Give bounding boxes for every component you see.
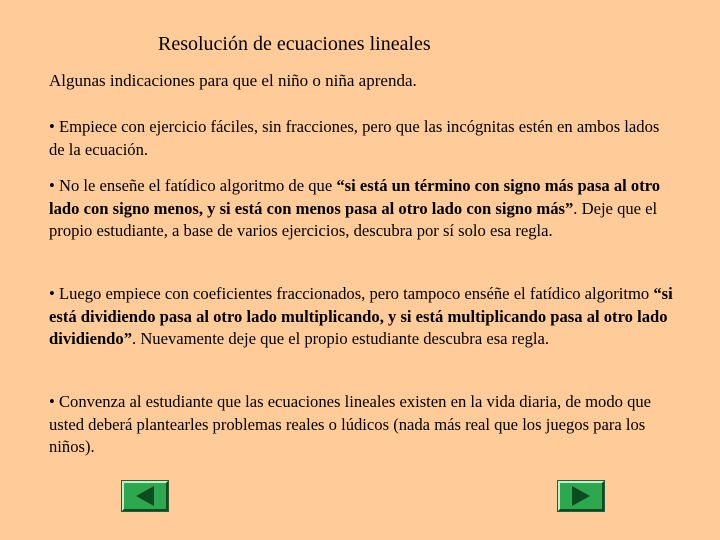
slide-title: Resolución de ecuaciones lineales — [158, 33, 431, 55]
previous-slide-button[interactable] — [122, 481, 168, 511]
triangle-left-icon — [124, 483, 166, 509]
tip-3-bold-rule: “si está dividiendo pasa al otro lado multiplicando, y si está multiplicando pasa al otro lado dividiendo” — [49, 284, 673, 349]
tip-2-text: • No le enseñe el fatídico algoritmo de que — [49, 176, 337, 195]
intro-text: Algunas indicaciones para que el niño o niña aprenda. — [49, 71, 417, 90]
next-slide-button[interactable] — [558, 481, 604, 511]
tip-paragraph-4 — [49, 391, 674, 459]
tip-4-text: • Convenza al estudiante que las ecuaciones lineales existen en la vida diaria, de modo que usted deberá plantearles problemas reales o lúdicos (nada más real que los juegos para los niños). — [49, 392, 652, 457]
triangle-right-icon — [560, 483, 602, 509]
tip-paragraph-1 — [49, 116, 674, 161]
tip-2-bold-rule: “si está un término con signo más pasa al otro lado con signo menos, y si está con menos pasa al otro lado con signo más” — [49, 176, 661, 218]
tip-3-text: • Luego empiece con coeficientes fraccionados, pero tampoco enséñe el fatídico algoritmo — [49, 284, 654, 303]
tip-paragraph-3 — [49, 283, 674, 351]
tip-2-text-end: . Deje que el propio estudiante, a base de varios ejercicios, descubra por sí solo esa regla. — [49, 198, 658, 241]
tip-paragraph-2 — [49, 175, 674, 243]
tip-3-text-end: . Nuevamente deje que el propio estudiante descubra esa regla. — [132, 329, 549, 349]
tip-1-text: • Empiece con ejercicio fáciles, sin fracciones, pero que las incógnitas estén en ambos lados de la ecuación. — [49, 117, 660, 159]
